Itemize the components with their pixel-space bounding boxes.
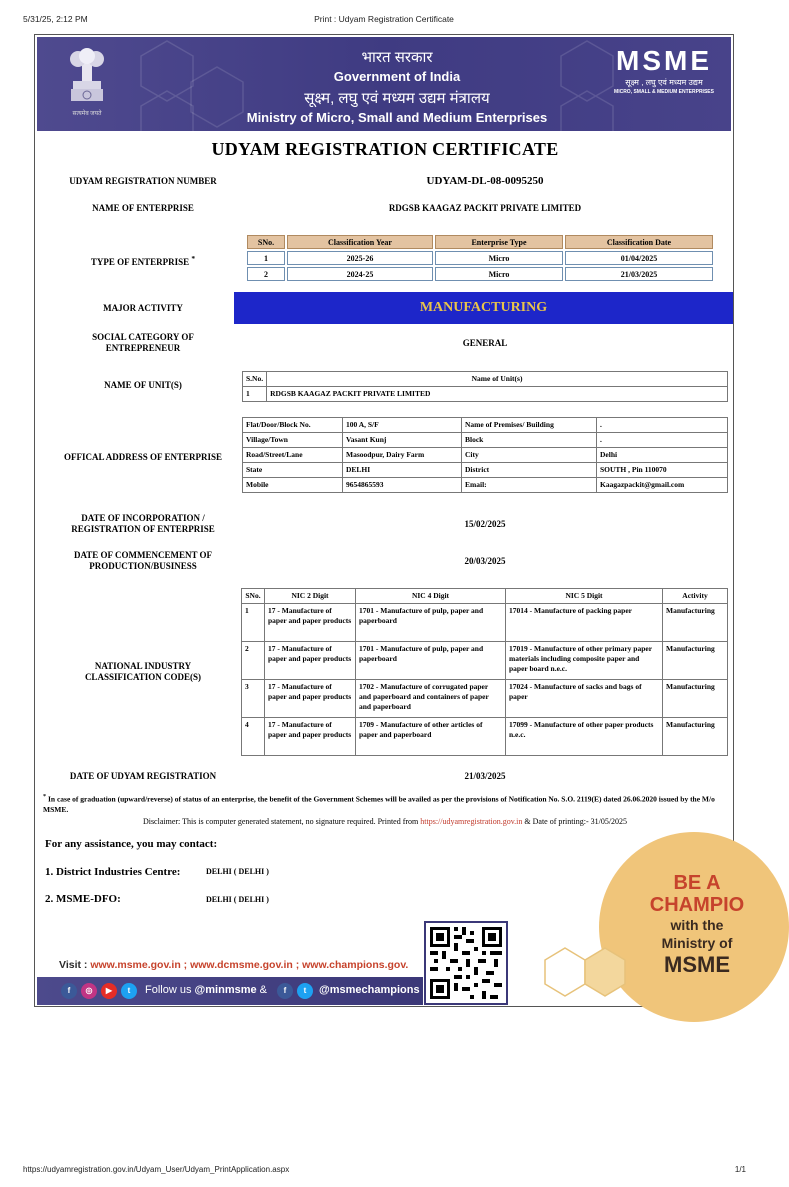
column-header: Enterprise Type — [435, 235, 563, 249]
government-banner — [37, 37, 731, 131]
table-cell: . — [597, 433, 728, 448]
enterprise-type-label-text: TYPE OF ENTERPRISE — [90, 257, 190, 267]
national-emblem-icon — [65, 47, 109, 117]
table-cell: Flat/Door/Block No. — [243, 418, 343, 433]
commencement-date: 20/03/2025 — [464, 556, 506, 566]
table-row — [243, 448, 728, 463]
commencement-date-label — [43, 550, 243, 572]
msme-logo-text: MSME — [616, 45, 712, 76]
table-cell: 17014 - Manufacture of packing paper — [506, 604, 663, 642]
table-cell: 1 — [243, 387, 267, 402]
dic-value: DELHI ( DELHI ) — [206, 867, 269, 876]
twitter-icon[interactable]: t — [121, 983, 137, 999]
table-cell: 2 — [247, 267, 285, 281]
table-cell: DELHI — [343, 463, 462, 478]
handle-minmsme[interactable]: @minmsme — [194, 984, 257, 996]
table-cell: 17019 - Manufacture of other primary paper materials including composite paper and paper board n.e.c. — [506, 642, 663, 680]
table-row — [242, 642, 728, 680]
instagram-icon[interactable]: ◎ — [81, 983, 97, 999]
table-row — [247, 267, 713, 281]
incorporation-date-label — [43, 513, 243, 535]
promo-headline — [647, 872, 747, 916]
table-row — [242, 604, 728, 642]
table-cell: 21/03/2025 — [565, 267, 713, 281]
social-category-label — [43, 332, 243, 354]
column-header: NIC 2 Digit — [265, 589, 356, 604]
column-header: Name of Unit(s) — [267, 372, 728, 387]
promo-subline-line: Ministry of — [661, 935, 733, 951]
nic-table — [241, 588, 728, 756]
assistance-heading: For any assistance, you may contact: — [45, 838, 218, 850]
print-page-title: Print : Udyam Registration Certificate — [314, 14, 454, 24]
hindi-government-text: भारत सरकार — [361, 49, 433, 66]
print-datetime: 5/31/25, 2:12 PM — [23, 14, 88, 24]
table-row — [242, 718, 728, 756]
table-cell: Vasant Kunj — [343, 433, 462, 448]
table-row — [243, 478, 728, 493]
follow-text — [145, 984, 267, 996]
promo-headline-line: CHAMPIO — [649, 894, 745, 916]
enterprise-name-label: NAME OF ENTERPRISE — [92, 203, 194, 213]
table-cell: SOUTH , Pin 110070 — [597, 463, 728, 478]
dic-label: 1. District Industries Centre: — [45, 866, 181, 878]
table-cell: Manufacturing — [663, 604, 728, 642]
column-header: NIC 5 Digit — [506, 589, 663, 604]
table-cell: Micro — [435, 251, 563, 265]
visit-label: Visit : — [59, 959, 91, 971]
disclaimer — [35, 817, 735, 826]
column-header: Classification Date — [565, 235, 713, 249]
promo-msme: MSME — [664, 952, 730, 977]
visit-links — [59, 959, 408, 971]
social-category: GENERAL — [462, 338, 508, 348]
table-cell: 01/04/2025 — [565, 251, 713, 265]
table-cell: 17 - Manufacture of paper and paper products — [265, 604, 356, 642]
address-table — [242, 417, 728, 493]
table-cell: Kaagazpackit@gmail.com — [597, 478, 728, 493]
table-cell: . — [597, 418, 728, 433]
print-url: https://udyamregistration.gov.in/Udyam_User/Udyam_PrintApplication.aspx — [23, 1165, 290, 1174]
table-row — [247, 251, 713, 265]
hexagon-decoration-icon — [535, 942, 635, 1002]
table-row — [243, 433, 728, 448]
table-cell: Email: — [462, 478, 597, 493]
table-cell: Road/Street/Lane — [243, 448, 343, 463]
table-cell: 17099 - Manufacture of other paper products n.e.c. — [506, 718, 663, 756]
incorporation-date-label-line: DATE OF INCORPORATION / — [81, 513, 205, 523]
table-cell: 1701 - Manufacture of pulp, paper and paperboard — [356, 604, 506, 642]
table-header-row — [243, 372, 728, 387]
table-cell: 1709 - Manufacture of other articles of paper and paperboard — [356, 718, 506, 756]
incorporation-date: 15/02/2025 — [464, 519, 506, 529]
msme-logo — [609, 47, 719, 95]
nic-codes-label-line: CLASSIFICATION CODE(S) — [84, 672, 202, 682]
units-label: NAME OF UNIT(S) — [104, 380, 182, 390]
qr-code-icon — [424, 921, 508, 1005]
follow-prefix: Follow us — [145, 984, 195, 996]
table-cell: 17 - Manufacture of paper and paper products — [265, 680, 356, 718]
incorporation-date-label-line: REGISTRATION OF ENTERPRISE — [71, 524, 215, 534]
disclaimer-text: Disclaimer: This is computer generated statement, no signature required. Printed from — [142, 817, 421, 826]
social-category-label-line: SOCIAL CATEGORY OF — [92, 332, 194, 342]
twitter-icon[interactable]: t — [297, 983, 313, 999]
column-header: Activity — [663, 589, 728, 604]
classification-table — [245, 233, 715, 283]
table-cell: City — [462, 448, 597, 463]
visit-urls[interactable]: www.msme.gov.in ; www.dcmsme.gov.in ; www.champions.gov. — [90, 959, 409, 971]
msme-logo-hindi: सूक्ष्म , लघु एवं मध्यम उद्यम — [625, 78, 703, 87]
units-table — [242, 371, 728, 402]
hindi-ministry-text: सूक्ष्म, लघु एवं मध्यम उद्यम मंत्रालय — [304, 90, 490, 107]
table-cell: Masoodpur, Dairy Farm — [343, 448, 462, 463]
social-follow-bar — [37, 977, 423, 1005]
social-category-label-line: ENTREPRENEUR — [105, 343, 181, 353]
table-row — [242, 680, 728, 718]
table-cell: 2025-26 — [287, 251, 433, 265]
nic-codes-label — [43, 661, 243, 683]
disclaimer-date: & Date of printing:- 31/05/2025 — [522, 817, 628, 826]
table-cell: Manufacturing — [663, 718, 728, 756]
udyam-date: 21/03/2025 — [464, 771, 506, 781]
table-cell: 9654865593 — [343, 478, 462, 493]
udyam-date-label: DATE OF UDYAM REGISTRATION — [69, 771, 217, 781]
table-cell: Village/Town — [243, 433, 343, 448]
table-cell: District — [462, 463, 597, 478]
table-cell: RDGSB KAAGAZ PACKIT PRIVATE LIMITED — [267, 387, 728, 402]
table-cell: Delhi — [597, 448, 728, 463]
enterprise-name: RDGSB KAAGAZ PACKIT PRIVATE LIMITED — [388, 203, 582, 213]
certificate — [34, 34, 745, 1007]
table-cell: 1702 - Manufacture of corrugated paper and paperboard and containers of paper and paperboard — [356, 680, 506, 718]
graduation-note-text: In case of graduation (upward/reverse) of status of an enterprise, the benefit of the Government Schemes will be availed as per the provisions of Notification No. S.O. 2119(E) dated 26.06.2020 issued by the M/o MSME. — [43, 794, 715, 814]
major-activity: MANUFACTURING — [234, 292, 733, 324]
table-cell: Mobile — [243, 478, 343, 493]
table-row — [243, 387, 728, 402]
emblem-caption: सत्यमेव जयते — [72, 111, 102, 117]
column-header: SNo. — [242, 589, 265, 604]
registration-number: UDYAM-DL-08-0095250 — [426, 175, 544, 187]
table-cell: Manufacturing — [663, 680, 728, 718]
disclaimer-link[interactable]: https://udyamregistration.gov.in — [420, 817, 523, 826]
table-row — [243, 418, 728, 433]
promo-subline-line: with the — [670, 917, 724, 933]
government-of-india-text: Government of India — [333, 69, 461, 84]
graduation-note — [43, 792, 731, 815]
ministry-text: Ministry of Micro, Small and Medium Enterprises — [246, 110, 548, 125]
follow-amp: & — [256, 984, 268, 996]
msme-logo-english: MICRO, SMALL & MEDIUM ENTERPRISES — [614, 89, 714, 95]
table-cell: State — [243, 463, 343, 478]
table-cell: 1701 - Manufacture of pulp, paper and paperboard — [356, 642, 506, 680]
table-header-row — [242, 589, 728, 604]
table-header-row — [247, 235, 713, 249]
table-cell: 4 — [242, 718, 265, 756]
table-row — [243, 463, 728, 478]
table-cell: 1 — [242, 604, 265, 642]
promo-subline — [647, 916, 747, 952]
table-cell: Block — [462, 433, 597, 448]
table-cell: Micro — [435, 267, 563, 281]
youtube-icon[interactable]: ▶ — [101, 983, 117, 999]
dfo-value: DELHI ( DELHI ) — [206, 895, 269, 904]
table-cell: 100 A, S/F — [343, 418, 462, 433]
registration-number-label: UDYAM REGISTRATION NUMBER — [69, 176, 217, 186]
footnote-mark: * — [43, 793, 47, 800]
table-cell: 2024-25 — [287, 267, 433, 281]
table-cell: Name of Premises/ Building — [462, 418, 597, 433]
certificate-title: UDYAM REGISTRATION CERTIFICATE — [211, 139, 559, 159]
address-label: OFFICAL ADDRESS OF ENTERPRISE — [64, 452, 222, 462]
commencement-date-label-line: PRODUCTION/BUSINESS — [89, 561, 197, 571]
major-activity-label: MAJOR ACTIVITY — [103, 303, 183, 313]
champion-promo — [575, 832, 745, 992]
table-cell: 2 — [242, 642, 265, 680]
commencement-date-label-line: DATE OF COMMENCEMENT OF — [73, 550, 213, 560]
column-header: SNo. — [247, 235, 285, 249]
dfo-label: 2. MSME-DFO: — [45, 893, 121, 905]
table-cell: 17024 - Manufacture of sacks and bags of paper — [506, 680, 663, 718]
handle-msmechampions[interactable]: @msmechampions — [319, 984, 420, 996]
table-cell: 17 - Manufacture of paper and paper products — [265, 718, 356, 756]
table-cell: Manufacturing — [663, 642, 728, 680]
column-header: S.No. — [243, 372, 267, 387]
table-cell: 3 — [242, 680, 265, 718]
facebook-icon[interactable]: f — [277, 983, 293, 999]
facebook-icon[interactable]: f — [61, 983, 77, 999]
print-page-number: 1/1 — [734, 1165, 746, 1174]
table-cell: 17 - Manufacture of paper and paper products — [265, 642, 356, 680]
column-header: Classification Year — [287, 235, 433, 249]
enterprise-type-label — [43, 253, 243, 268]
column-header: NIC 4 Digit — [356, 589, 506, 604]
nic-codes-label-line: NATIONAL INDUSTRY — [94, 661, 192, 671]
table-cell: 1 — [247, 251, 285, 265]
promo-headline-line: BE A — [673, 872, 721, 894]
footnote-mark: * — [191, 254, 196, 263]
